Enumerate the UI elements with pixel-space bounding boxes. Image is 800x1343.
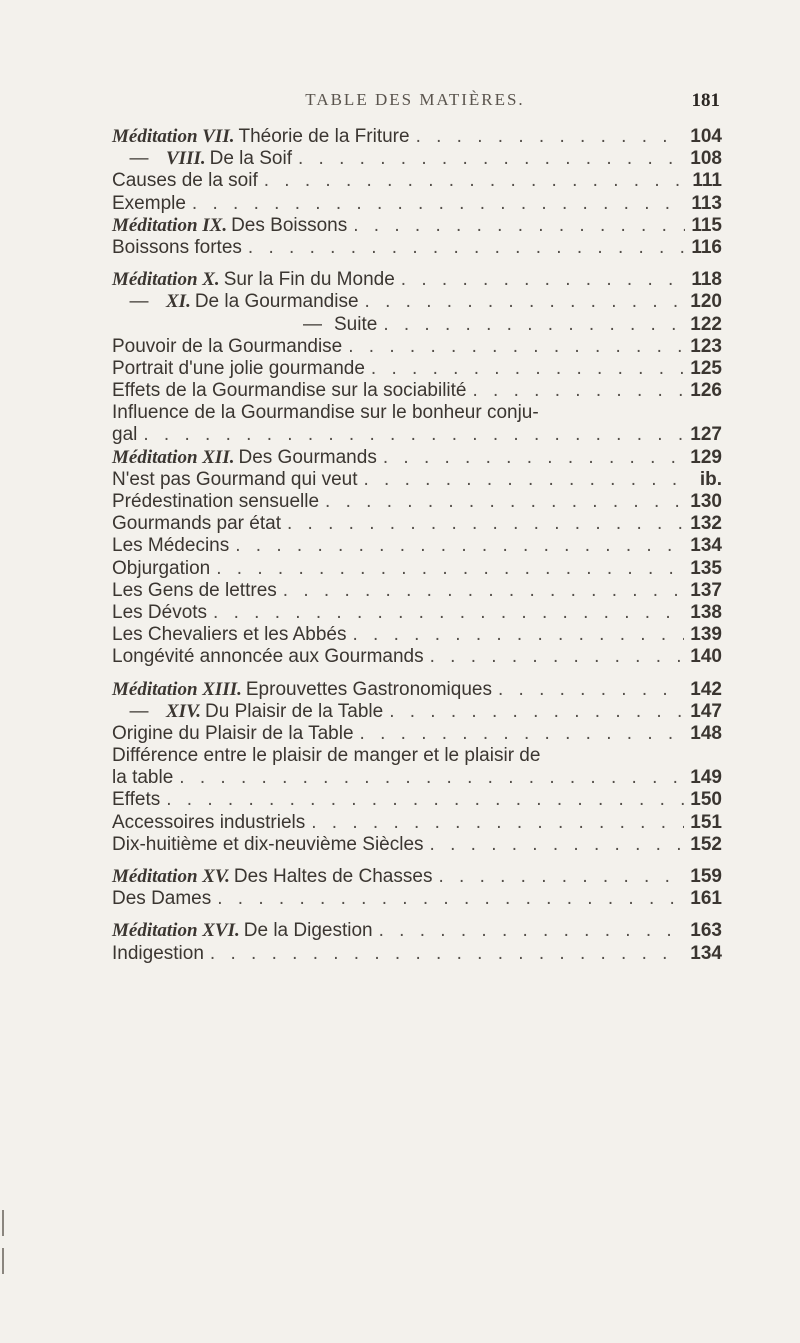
toc-leader-dots: [325, 491, 684, 513]
table-of-contents: [112, 126, 722, 965]
toc-entry-label: Longévité annoncée aux Gourmands: [112, 646, 424, 668]
toc-entry-label: Théorie de la Friture: [238, 126, 410, 147]
toc-entry: [112, 646, 722, 668]
toc-entry-page: 151: [690, 811, 722, 833]
toc-entry-label: N'est pas Gourmand qui veut: [112, 468, 358, 490]
toc-entry: [112, 834, 722, 856]
toc-entry-label: Accessoires industriels: [112, 811, 306, 833]
toc-entry-page: 134: [690, 535, 722, 557]
toc-leader-dots: [235, 535, 684, 557]
toc-entry: [112, 812, 722, 834]
toc-entry-line: [112, 745, 722, 767]
toc-entry-page: 115: [691, 214, 722, 236]
toc-entry: [112, 920, 722, 942]
toc-entry-label: Des Gourmands: [238, 446, 377, 468]
toc-entry: [112, 237, 722, 259]
toc-entry-page: 159: [690, 866, 722, 887]
toc-entry: [112, 215, 722, 237]
toc-entry-page: 123: [690, 335, 722, 357]
toc-leader-dots: [213, 602, 684, 624]
toc-entry-label: Les Dévots: [112, 601, 208, 623]
toc-entry-label: Prédestination sensuelle: [112, 491, 320, 512]
toc-entry-page: 139: [690, 624, 722, 646]
toc-entry-page: 140: [690, 646, 722, 668]
toc-entry-page: 127: [690, 424, 722, 446]
toc-leader-dots: [430, 834, 685, 856]
toc-entry-page: 118: [691, 269, 722, 291]
toc-entry: [112, 624, 722, 646]
toc-leader-dots: [371, 358, 684, 380]
toc-entry-label: Portrait d'une jolie gourmande: [112, 357, 365, 379]
toc-leader-dots: [166, 789, 684, 811]
toc-entry-label: Effets: [112, 789, 161, 811]
toc-entry: [112, 535, 722, 557]
toc-entry-chapter: Méditation XVI.: [112, 920, 240, 942]
toc-entry: [112, 380, 722, 402]
toc-leader-dots: [192, 193, 685, 215]
toc-entry-dash: —: [129, 700, 149, 722]
toc-leader-dots: [363, 469, 686, 491]
toc-entry-page: 152: [690, 833, 722, 855]
toc-entry-dash: —: [129, 148, 149, 170]
toc-entry-page: 116: [691, 236, 722, 258]
toc-entry-page: 113: [691, 192, 722, 214]
toc-entry: [112, 336, 722, 358]
toc-entry-label: Pouvoir de la Gourmandise: [112, 335, 343, 357]
page-edge-mark: [2, 1210, 4, 1236]
toc-leader-dots: [473, 380, 685, 402]
toc-entry-label: Dix-huitième et dix-neuvième Siècles: [112, 833, 424, 855]
toc-entry: [112, 424, 722, 446]
toc-leader-dots: [311, 812, 684, 834]
toc-leader-dots: [210, 943, 684, 965]
toc-entry-page: 138: [690, 601, 722, 623]
toc-entry-chapter: Méditation XIII.: [112, 678, 242, 700]
toc-entry-label: Influence de la Gourmandise sur le bonheur conju-: [112, 402, 539, 424]
toc-entry: [112, 558, 722, 580]
toc-entry: [112, 789, 722, 811]
toc-leader-dots: [298, 148, 684, 170]
toc-entry-chapter: XIV.: [166, 700, 202, 722]
toc-entry-label: Les Chevaliers et les Abbés: [112, 624, 347, 646]
toc-entry-page: 130: [690, 491, 722, 512]
toc-entry: [112, 701, 722, 723]
toc-entry-chapter: Méditation XV.: [112, 866, 230, 887]
toc-leader-dots: [379, 920, 685, 942]
toc-entry: [112, 148, 722, 170]
toc-entry-label: Différence entre le plaisir de manger et le plaisir de: [112, 745, 541, 767]
toc-entry-page: 120: [690, 291, 722, 313]
toc-leader-dots: [348, 336, 684, 358]
toc-entry-dash: —: [303, 313, 322, 335]
toc-entry-dash: —: [129, 291, 149, 313]
toc-leader-dots: [383, 447, 684, 469]
toc-leader-dots: [389, 701, 684, 723]
toc-entry: [112, 723, 722, 745]
toc-entry: [112, 513, 722, 535]
toc-entry-label: De la Digestion: [243, 920, 373, 942]
toc-entry: [112, 491, 722, 513]
toc-leader-dots: [498, 679, 684, 701]
toc-entry: [112, 126, 722, 148]
toc-entry-page: ib.: [699, 468, 722, 490]
toc-entry-label: Exemple: [112, 192, 186, 214]
toc-entry-page: 134: [690, 942, 722, 964]
toc-entry-chapter: VIII.: [166, 148, 206, 170]
toc-entry-page: 147: [690, 700, 722, 722]
toc-entry-label: Boissons fortes: [112, 236, 242, 258]
toc-entry-chapter: XI.: [166, 291, 191, 313]
toc-entry-page: 148: [690, 722, 722, 744]
toc-entry-chapter: Méditation VII.: [112, 126, 235, 147]
page-edge-mark: [2, 1248, 4, 1274]
toc-leader-dots: [430, 646, 685, 668]
toc-leader-dots: [216, 558, 684, 580]
toc-entry-label: Sur la Fin du Monde: [223, 269, 395, 291]
toc-entry-page: 129: [690, 446, 722, 468]
toc-leader-dots: [217, 888, 684, 910]
header-title: TABLE DES MATIÈRES.: [305, 90, 525, 109]
toc-entry-page: 150: [690, 789, 722, 811]
toc-entry-label: Gourmands par état: [112, 513, 281, 535]
toc-entry: [112, 767, 722, 789]
toc-leader-dots: [352, 624, 684, 646]
toc-leader-dots: [143, 424, 684, 446]
toc-entry-label: Les Médecins: [112, 535, 230, 557]
toc-entry: [112, 580, 722, 602]
toc-leader-dots: [383, 314, 684, 336]
toc-entry: [112, 679, 722, 701]
running-header: [110, 90, 720, 116]
toc-entry-label: Effets de la Gourmandise sur la sociabilité: [112, 380, 467, 402]
toc-leader-dots: [365, 291, 685, 313]
toc-entry: [112, 358, 722, 380]
toc-entry-label: De la Soif: [209, 148, 292, 170]
toc-leader-dots: [401, 269, 686, 291]
toc-entry-chapter: Méditation X.: [112, 269, 220, 291]
toc-entry-page: 108: [690, 148, 722, 170]
toc-entry-label: Des Boissons: [231, 214, 348, 236]
toc-leader-dots: [248, 237, 685, 259]
toc-entry-page: 135: [690, 557, 722, 579]
toc-entry-label: Des Dames: [112, 888, 212, 910]
toc-entry-page: 122: [690, 313, 722, 335]
toc-entry-page: 126: [690, 380, 722, 402]
toc-entry-page: 142: [690, 678, 722, 700]
toc-entry-label: Indigestion: [112, 942, 204, 964]
toc-entry-page: 137: [690, 579, 722, 601]
toc-entry-label: Suite: [334, 313, 378, 335]
toc-entry-page: 163: [690, 920, 722, 942]
toc-entry-label: Les Gens de lettres: [112, 579, 277, 601]
toc-entry-page: 161: [690, 888, 722, 910]
toc-entry-chapter: Méditation IX.: [112, 214, 228, 236]
toc-entry: [112, 269, 722, 291]
toc-leader-dots: [179, 767, 684, 789]
toc-leader-dots: [416, 126, 685, 148]
toc-entry-page: 111: [692, 170, 722, 192]
toc-entry: [112, 314, 722, 336]
toc-entry-continuation: la table: [112, 767, 174, 789]
toc-entry: [112, 447, 722, 469]
toc-entry-continuation: gal: [112, 424, 138, 446]
toc-entry-page: 104: [690, 126, 722, 147]
toc-entry-label: Causes de la soif: [112, 170, 258, 192]
toc-entry-line: [112, 402, 722, 424]
toc-entry: [112, 469, 722, 491]
toc-leader-dots: [283, 580, 685, 602]
toc-leader-dots: [287, 513, 684, 535]
toc-leader-dots: [353, 215, 685, 237]
toc-entry-label: Origine du Plaisir de la Table: [112, 722, 354, 744]
toc-entry: [112, 291, 722, 313]
toc-entry-label: De la Gourmandise: [194, 291, 359, 313]
toc-entry: [112, 193, 722, 215]
toc-entry: [112, 866, 722, 888]
toc-entry: [112, 888, 722, 910]
toc-entry-page: 125: [690, 357, 722, 379]
toc-leader-dots: [360, 723, 685, 745]
toc-entry: [112, 170, 722, 192]
toc-leader-dots: [438, 866, 684, 888]
header-page-number: 181: [691, 90, 720, 111]
toc-leader-dots: [264, 170, 686, 192]
toc-entry-page: 149: [690, 767, 722, 789]
toc-entry: [112, 943, 722, 965]
toc-entry-chapter: Méditation XII.: [112, 446, 235, 468]
toc-entry-label: Objurgation: [112, 557, 211, 579]
toc-entry-page: 132: [690, 513, 722, 535]
toc-entry-label: Eprouvettes Gastronomiques: [245, 678, 492, 700]
toc-entry: [112, 602, 722, 624]
toc-entry-label: Du Plaisir de la Table: [205, 700, 384, 722]
toc-entry-label: Des Haltes de Chasses: [233, 866, 433, 887]
